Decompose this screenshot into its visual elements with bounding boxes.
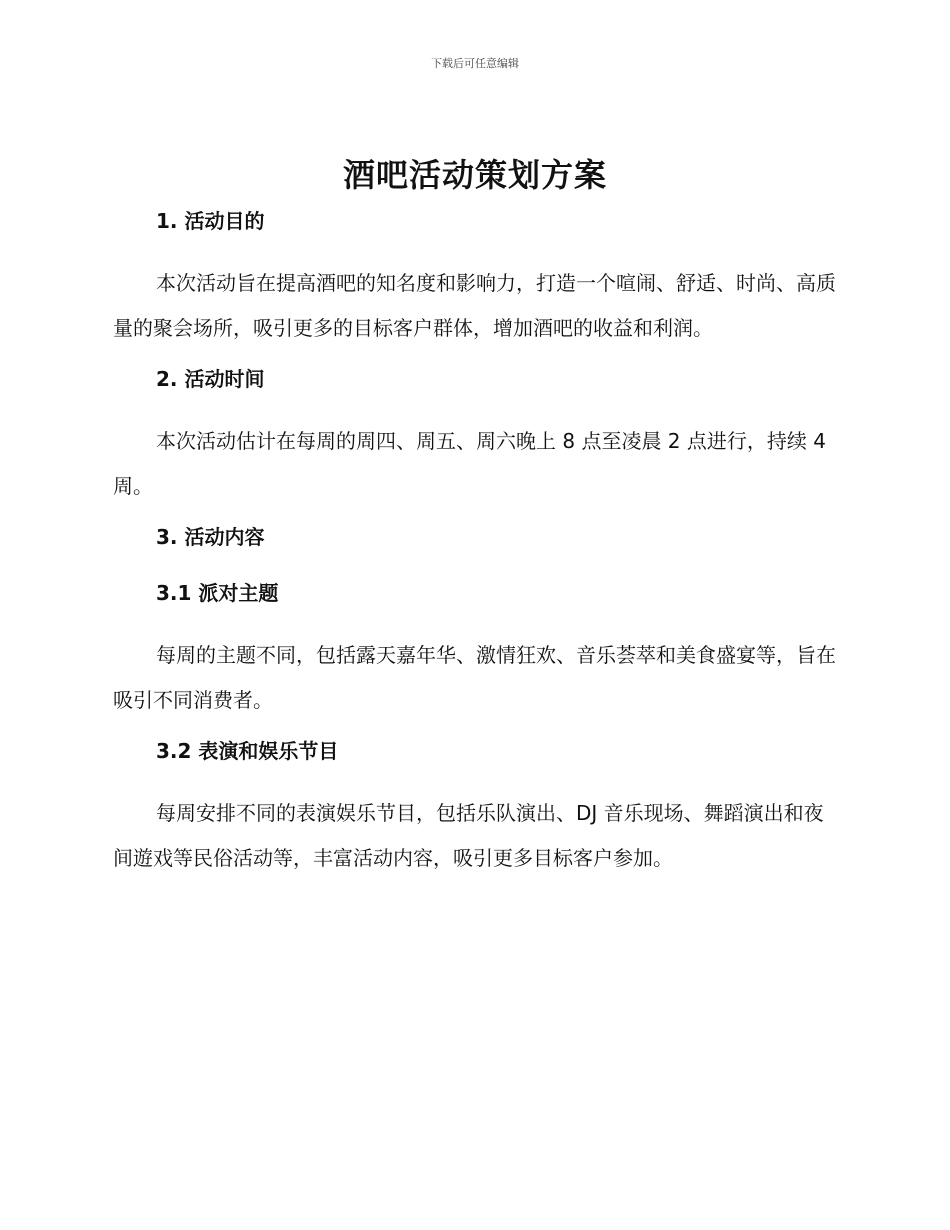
section-text-party-theme: 每周的主题不同，包括露天嘉年华、激情狂欢、音乐荟萃和美食盛宴等，旨在吸引不同消费者。: [113, 643, 836, 712]
section-heading-content: 3. 活动内容: [156, 525, 265, 549]
section-heading-purpose: 1. 活动目的: [156, 209, 265, 233]
section-heading-performances: 3.2 表演和娱乐节目: [156, 739, 339, 763]
header-note: 下载后可任意编辑: [431, 57, 519, 70]
section-text-purpose: 本次活动旨在提高酒吧的知名度和影响力，打造一个喧闹、舒适、时尚、高质量的聚会场所，吸引更多的目标客户群体，增加酒吧的收益和利润。: [113, 271, 836, 340]
section-heading-time: 2. 活动时间: [156, 367, 265, 391]
document-body: [113, 205, 843, 893]
section-heading-party-theme: 3.1 派对主题: [156, 581, 279, 605]
document-title: 酒吧活动策划方案: [342, 156, 607, 194]
section-text-performances: 每周安排不同的表演娱乐节目，包括乐队演出、DJ 音乐现场、舞蹈演出和夜间遊戏等民俗活动等，丰富活动内容，吸引更多目标客户参加。: [113, 801, 824, 870]
section-text-time: 本次活动估计在每周的周四、周五、周六晚上 8 点至凌晨 2 点进行，持续 4 周。: [113, 429, 826, 498]
